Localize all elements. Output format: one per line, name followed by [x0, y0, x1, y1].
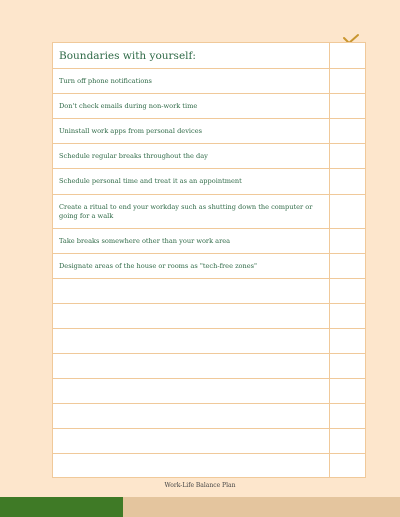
checklist-item-text[interactable] [53, 354, 330, 378]
checklist-row-empty [53, 379, 365, 404]
footer-bar-green [0, 497, 123, 517]
checklist-item-text: Designate areas of the house or rooms as "tech-free zones" [53, 254, 330, 278]
checklist-table [52, 42, 366, 478]
checklist-item-text: Turn off phone notifications [53, 69, 330, 93]
checklist-row-empty [53, 279, 365, 304]
checklist-checkbox[interactable] [330, 354, 365, 378]
checklist-checkbox[interactable] [330, 454, 365, 477]
checklist-row-empty [53, 329, 365, 354]
checklist-row [53, 69, 365, 94]
checklist-checkbox[interactable] [330, 94, 365, 118]
checklist-checkbox[interactable] [330, 69, 365, 93]
checklist-item-text[interactable] [53, 279, 330, 303]
checklist-checkbox[interactable] [330, 229, 365, 253]
checklist-item-text[interactable] [53, 379, 330, 403]
checklist-row [53, 144, 365, 169]
checklist-row-empty [53, 354, 365, 379]
checklist-item-text: Uninstall work apps from personal devices [53, 119, 330, 143]
checklist-item-text: Don't check emails during non-work time [53, 94, 330, 118]
checklist-checkbox[interactable] [330, 119, 365, 143]
checklist-row [53, 195, 365, 229]
checklist-row-empty [53, 429, 365, 454]
checklist-header-row [53, 43, 365, 69]
checklist-item-text[interactable] [53, 429, 330, 453]
checklist-row [53, 229, 365, 254]
checklist-item-text: Take breaks somewhere other than your work area [53, 229, 330, 253]
checklist-row-empty [53, 454, 365, 477]
checklist-header-check-cell [330, 43, 365, 68]
checklist-row [53, 169, 365, 195]
checklist-checkbox[interactable] [330, 404, 365, 428]
footer-bar-tan [123, 497, 400, 517]
checklist-checkbox[interactable] [330, 429, 365, 453]
checklist-item-text[interactable] [53, 329, 330, 353]
checklist-checkbox[interactable] [330, 254, 365, 278]
checklist-checkbox[interactable] [330, 329, 365, 353]
checklist-row [53, 254, 365, 279]
checklist-checkbox[interactable] [330, 169, 365, 194]
checklist-checkbox[interactable] [330, 195, 365, 228]
checklist-row-empty [53, 304, 365, 329]
checklist-item-text[interactable] [53, 454, 330, 477]
checklist-checkbox[interactable] [330, 304, 365, 328]
checklist-row-empty [53, 404, 365, 429]
checklist-checkbox[interactable] [330, 279, 365, 303]
checklist-item-text[interactable] [53, 304, 330, 328]
checklist-item-text: Schedule personal time and treat it as an appointment [53, 169, 330, 194]
checklist-checkbox[interactable] [330, 144, 365, 168]
checklist-checkbox[interactable] [330, 379, 365, 403]
checklist-row [53, 119, 365, 144]
checklist-item-text: Schedule regular breaks throughout the day [53, 144, 330, 168]
footer-title: Work-Life Balance Plan [164, 482, 236, 489]
checklist-item-text: Create a ritual to end your workday such as shutting down the computer or going for a walk [53, 195, 330, 228]
checklist-heading: Boundaries with yourself: [53, 43, 330, 68]
checklist-item-text[interactable] [53, 404, 330, 428]
checklist-row [53, 94, 365, 119]
